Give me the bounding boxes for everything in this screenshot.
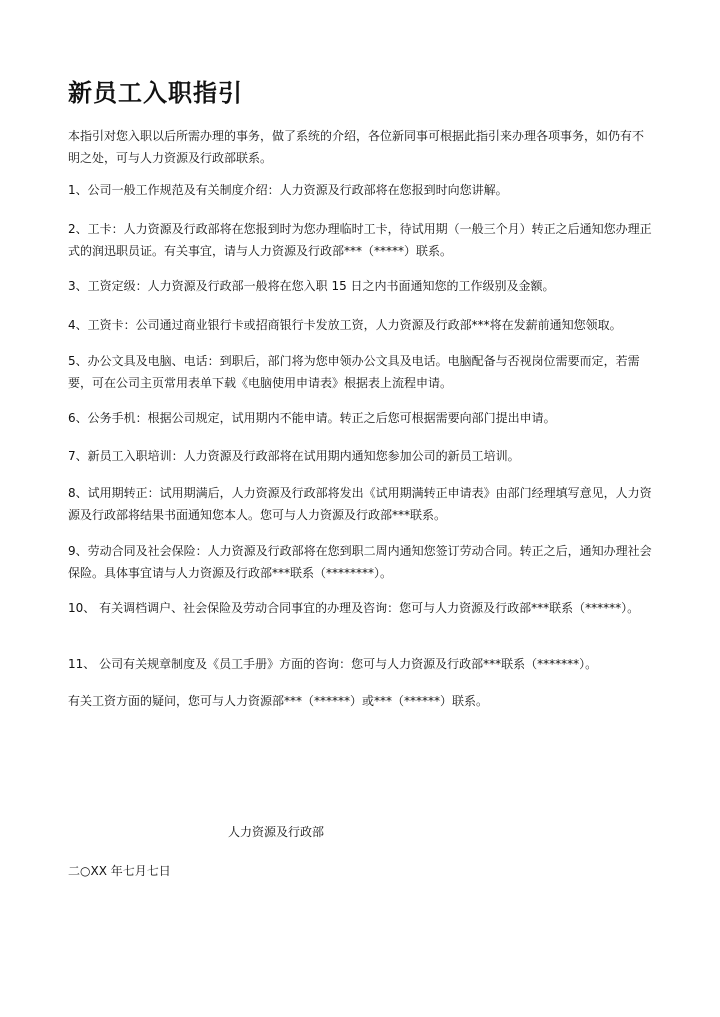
list-item-8: 8、试用期转正：试用期满后，人力资源及行政部将发出《试用期满转正申请表》由部门经理填写意见，人力资源及行政部将结果书面通知您本人。您可与人力资源及行政部***联系。 [68, 486, 652, 522]
document-title: 新员工入职指引 [68, 78, 243, 107]
list-item-4: 4、工资卡：公司通过商业银行卡或招商银行卡发放工资，人力资源及行政部***将在发薪前通知您领取。 [68, 318, 622, 332]
list-item-3: 3、工资定级：人力资源及行政部一般将在您入职 15 日之内书面通知您的工作级别及金额。 [68, 279, 555, 293]
list-item-5: 5、办公文具及电脑、电话：到职后，部门将为您申领办公文具及电话。电脑配备与否视岗位需要而定，若需要，可在公司主页常用表单下载《电脑使用申请表》根据表上流程申请。 [68, 354, 640, 390]
closing-paragraph: 有关工资方面的疑问，您可与人力资源部***（******）或***（******）联系。 [68, 694, 489, 708]
list-item-6: 6、公务手机：根据公司规定，试用期内不能申请。转正之后您可根据需要向部门提出申请。 [68, 411, 556, 425]
list-item-7: 7、新员工入职培训：人力资源及行政部将在试用期内通知您参加公司的新员工培训。 [68, 449, 520, 463]
signature-department: 人力资源及行政部 [228, 825, 325, 839]
list-item-11: 11、 公司有关规章制度及《员工手册》方面的咨询：您可与人力资源及行政部***联系（*******）。 [68, 657, 598, 671]
list-item-1: 1、公司一般工作规范及有关制度介绍：人力资源及行政部将在您报到时向您讲解。 [68, 183, 508, 197]
document-date: 二○XX 年七月七日 [68, 864, 171, 878]
list-item-10: 10、 有关调档调户、社会保险及劳动合同事宜的办理及咨询：您可与人力资源及行政部***联系（******）。 [68, 601, 640, 615]
list-item-9: 9、劳动合同及社会保险：人力资源及行政部将在您到职二周内通知您签订劳动合同。转正之后，通知办理社会保险。具体事宜请与人力资源及行政部***联系（********）。 [68, 544, 652, 580]
intro-paragraph: 本指引对您入职以后所需办理的事务，做了系统的介绍，各位新同事可根据此指引来办理各项事务，如仍有不明之处，可与人力资源及行政部联系。 [68, 129, 645, 165]
list-item-2: 2、工卡：人力资源及行政部将在您报到时为您办理临时工卡，待试用期（一般三个月）转正之后通知您办理正式的润迅职员证。有关事宜，请与人力资源及行政部***（*****）联系。 [68, 222, 652, 258]
